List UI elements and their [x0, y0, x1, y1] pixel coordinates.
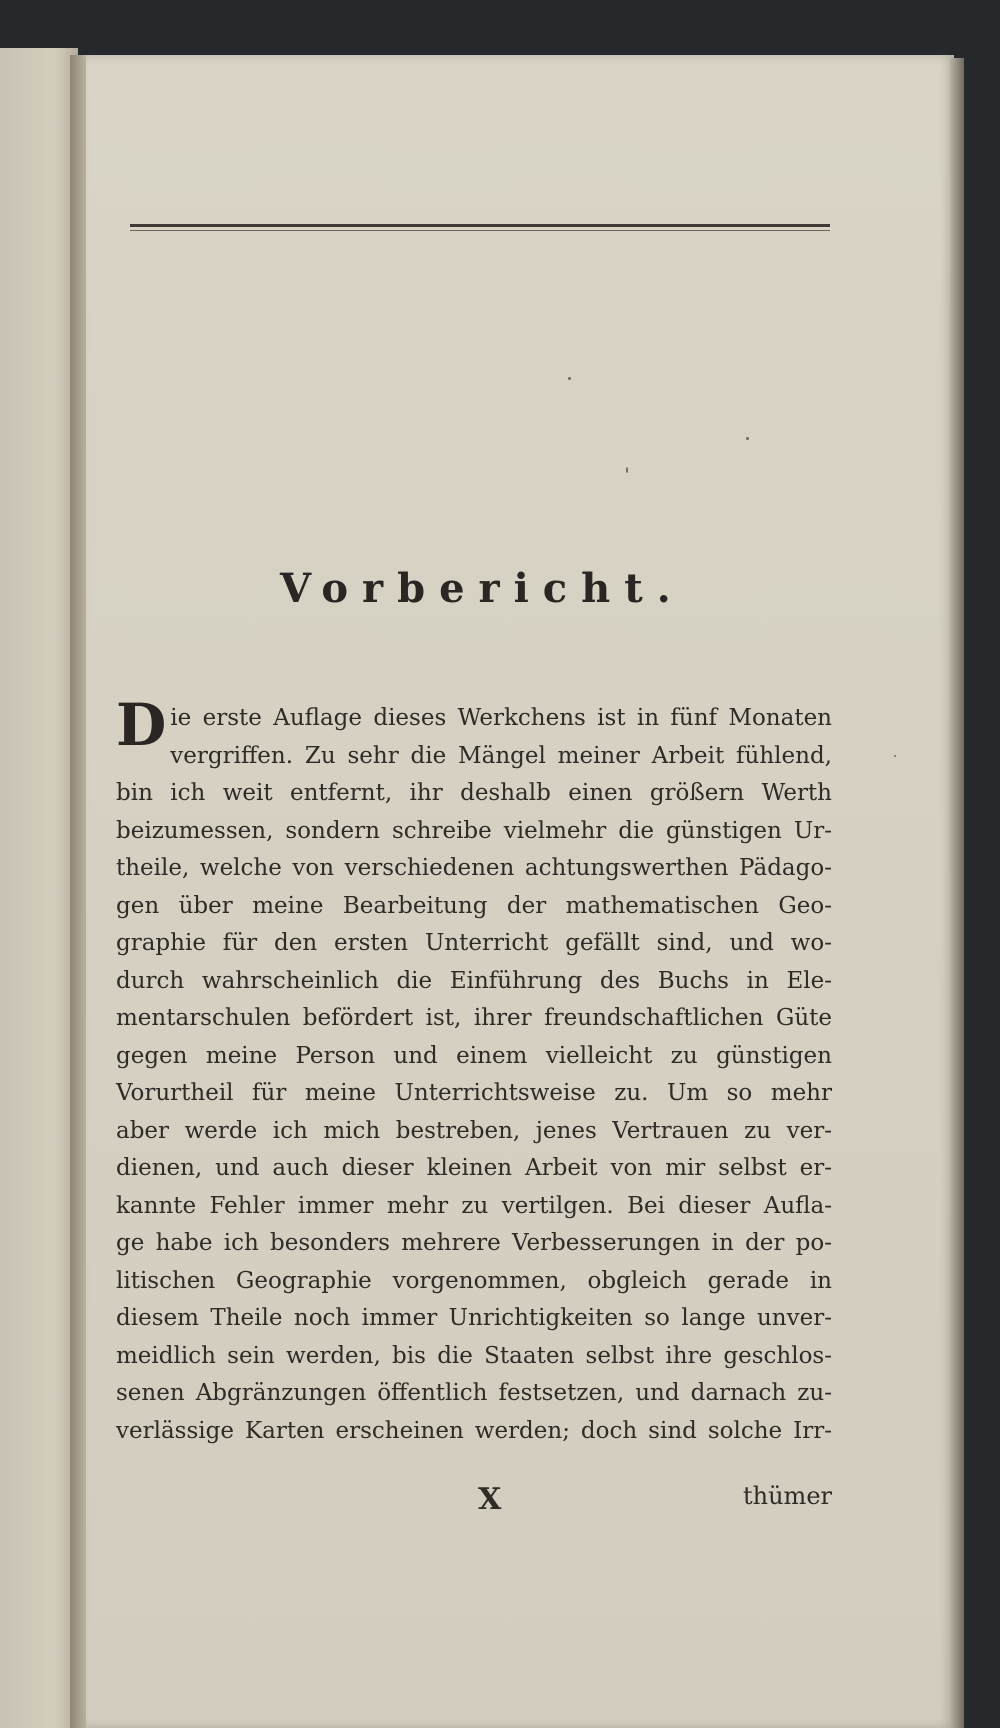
text-line: theile, welche von verschiedenen achtungswerthen Pädago-	[116, 855, 832, 881]
text-line: Vorurtheil für meine Unterrichtsweise zu. Um so mehr	[116, 1080, 832, 1106]
text-line: aber werde ich mich bestreben, jenes Vertrauen zu ver-	[116, 1117, 832, 1144]
text-line: bin ich weit entfernt, ihr deshalb einen größern Werth	[116, 780, 832, 806]
text-line: litischen Geographie vorgenommen, obgleich gerade in	[116, 1267, 832, 1294]
paper-speck	[626, 467, 628, 473]
drop-cap: D	[116, 691, 167, 759]
catchword: thümer	[743, 1482, 832, 1510]
page-edge-shadow	[950, 58, 964, 1728]
paper-speck	[894, 755, 896, 757]
text-line: kannte Fehler immer mehr zu vertilgen. Bei dieser Aufla-	[116, 1192, 832, 1219]
text-line: meidlich sein werden, bis die Staaten selbst ihre geschlos-	[116, 1342, 832, 1369]
page-footer	[116, 1482, 832, 1522]
text-line: durch wahrscheinlich die Einführung des Buchs in Ele-	[116, 967, 832, 994]
text-line: beizumessen, sondern schreibe vielmehr die günstigen Ur-	[116, 817, 832, 844]
body-text	[116, 691, 832, 1450]
text-line: mentarschulen befördert ist, ihrer freundschaftlichen Güte	[116, 1005, 832, 1031]
text-line: ie erste Auflage dieses Werkchens ist in fünf Monaten	[170, 705, 832, 731]
paper-speck	[568, 377, 571, 380]
text-line: diesem Theile noch immer Unrichtigkeiten so lange unver-	[116, 1305, 832, 1331]
text-line: gen über meine Bearbeitung der mathematischen Geo-	[116, 892, 832, 919]
paper-speck	[746, 437, 749, 440]
section-heading: Vorbericht.	[280, 565, 685, 612]
header-rule	[130, 224, 830, 227]
signature-mark: X	[478, 1482, 502, 1517]
text-line: vergriffen. Zu sehr die Mängel meiner Arbeit fühlend,	[170, 742, 832, 769]
text-line: verlässige Karten erscheinen werden; doch sind solche Irr-	[116, 1417, 832, 1444]
text-line: senen Abgränzungen öffentlich festsetzen, und darnach zu-	[116, 1380, 832, 1406]
text-line: gegen meine Person und einem vielleicht zu günstigen	[116, 1042, 832, 1069]
text-line: dienen, und auch dieser kleinen Arbeit von mir selbst er-	[116, 1155, 832, 1181]
left-page-edge	[0, 48, 78, 1728]
text-line: ge habe ich besonders mehrere Verbesserungen in der po-	[116, 1230, 832, 1256]
text-line: graphie für den ersten Unterricht gefällt sind, und wo-	[116, 930, 832, 956]
